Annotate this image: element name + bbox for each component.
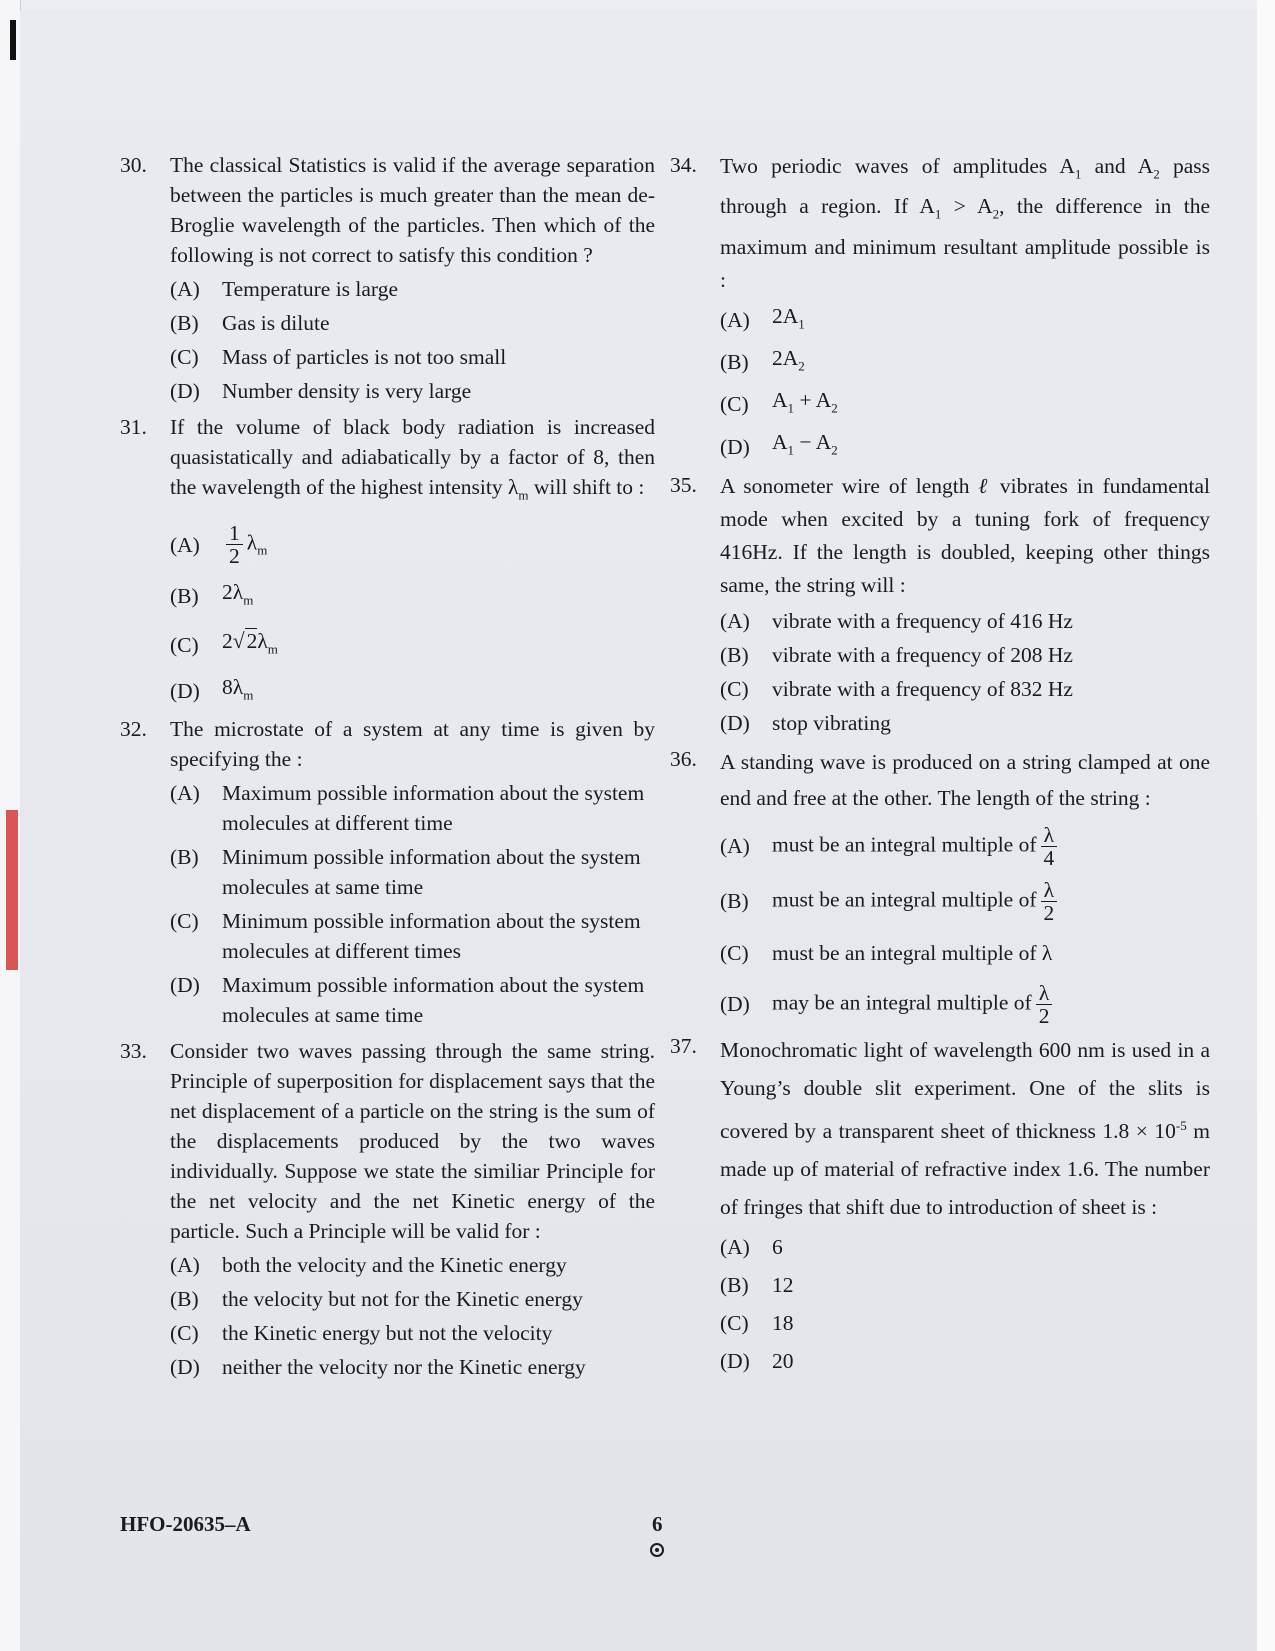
question-32 (120, 714, 655, 1030)
option-text: $A_1 + A_2$ (772, 388, 838, 416)
option-text: Mass of particles is not too small (222, 345, 507, 369)
registration-mark-icon (650, 1543, 664, 1557)
question-36 (670, 744, 1210, 1027)
option-a[interactable] (720, 1232, 1210, 1262)
option-text: stop vibrating (772, 710, 891, 735)
option-label: (A) (170, 781, 200, 806)
left-column (120, 150, 655, 1382)
option-b[interactable] (720, 879, 1210, 924)
fraction: $\frac{\lambda}{2}$ (1041, 879, 1058, 924)
option-text: the Kinetic energy but not the velocity (222, 1321, 553, 1346)
question-text: If the volume of black body radiation is increased quasistatically and adiabatically by a factor of 8, then the wavelength of the highest intensity $\lambda_m$ will shift to : (170, 415, 655, 503)
option-b[interactable] (720, 343, 1210, 381)
option-c[interactable] (720, 938, 1210, 968)
option-a[interactable] (720, 606, 1210, 636)
option-label: (D) (720, 710, 750, 735)
option-label: (A) (720, 1234, 750, 1259)
option-d[interactable] (720, 982, 1210, 1027)
option-label: (C) (170, 1321, 199, 1346)
option-label: (C) (170, 909, 199, 934)
option-text: vibrate with a frequency of 416 Hz (772, 608, 1073, 633)
right-column (670, 150, 1210, 1376)
option-text: 20 (772, 1348, 794, 1373)
option-text: both the velocity and the Kinetic energy (222, 1253, 567, 1278)
fraction: $\frac{1}{2}$ (226, 522, 243, 567)
page-number: 6 (652, 1512, 663, 1536)
option-c[interactable] (170, 1318, 655, 1348)
question-text: A standing wave is produced on a string clamped at one end and free at the other. The length of the string : (720, 749, 1210, 810)
option-text: $\frac{1}{2}$ $\lambda_m$ (222, 522, 655, 567)
question-text: Consider two waves passing through the same string. Principle of superposition for displacement says that the net displacement of a particle on the string is the sum of the displacements produced by the two waves individually. Suppose we state the similiar Principle for the net velocity and the net Kinetic energy of the particle. Such a Principle will be valid for : (170, 1039, 655, 1244)
option-label: (C) (170, 632, 199, 657)
option-c[interactable] (720, 385, 1210, 423)
question-number: 37. (670, 1033, 697, 1058)
option-text: Gas is dilute (222, 311, 330, 335)
option-text: 6 (772, 1234, 783, 1259)
option-label: (D) (170, 379, 200, 403)
option-label: (B) (170, 584, 199, 609)
fraction: $\frac{\lambda}{4}$ (1041, 824, 1058, 869)
sqrt-sign: √ (232, 628, 245, 653)
option-text: may be an integral multiple of $\frac{\lambda}{2}$ (772, 982, 1210, 1027)
option-label: (D) (720, 434, 750, 459)
option-text: $2A_2$ (772, 345, 805, 374)
option-text: vibrate with a frequency of 208 Hz (772, 642, 1073, 667)
option-text: Maximum possible information about the system molecules at different time (222, 781, 645, 836)
fraction: $\frac{\lambda}{2}$ (1036, 982, 1053, 1027)
option-a[interactable] (170, 522, 655, 567)
option-text: 12 (772, 1272, 794, 1297)
option-text: must be an integral multiple of $\frac{\lambda}{4}$ (772, 824, 1210, 869)
option-text: Number density is very large (222, 379, 472, 403)
page-right-edge (1257, 0, 1275, 1651)
option-d[interactable] (720, 1346, 1210, 1376)
option-text: $2√2\lambda_m$ (222, 628, 278, 656)
option-label: (D) (170, 679, 200, 704)
option-text: Temperature is large (222, 277, 398, 301)
option-label: (B) (170, 311, 199, 335)
question-30 (120, 150, 655, 406)
question-text: Two periodic waves of amplitudes $A_1$ and $A_2$ pass through a region. If $A_1 > A_2$, the difference in the maximum and minimum resultant amplitude possible is : (720, 154, 1210, 292)
question-31 (120, 412, 655, 710)
option-label: (C) (720, 1310, 749, 1335)
option-text: 18 (772, 1310, 794, 1335)
option-label: (B) (720, 889, 749, 914)
option-c[interactable] (720, 1308, 1210, 1338)
option-text: the velocity but not for the Kinetic energy (222, 1287, 583, 1312)
option-a[interactable] (720, 824, 1210, 869)
question-text: The microstate of a system at any time is given by specifying the : (170, 717, 655, 772)
option-d[interactable] (170, 672, 655, 710)
option-b[interactable] (170, 308, 655, 338)
option-a[interactable] (720, 301, 1210, 339)
option-text: Maximum possible information about the system molecules at same time (222, 973, 645, 1028)
question-35 (670, 470, 1210, 738)
question-33 (120, 1036, 655, 1382)
question-37 (670, 1031, 1210, 1376)
option-text: $2\lambda_m$ (222, 580, 254, 608)
option-label: (A) (720, 834, 750, 859)
option-label: (D) (720, 992, 750, 1017)
option-d[interactable] (720, 708, 1210, 738)
edge-red-tab (6, 810, 18, 970)
option-label: (B) (170, 845, 199, 870)
question-text: A sonometer wire of length ℓ vibrates in fundamental mode when excited by a tuning fork of frequency 416Hz. If the length is doubled, keeping other things same, the string will : (720, 473, 1210, 597)
option-label: (D) (170, 1355, 200, 1380)
paper-code: HFO-20635–A (120, 1512, 251, 1536)
option-c[interactable] (170, 342, 655, 372)
question-text: Monochromatic light of wavelength 600 nm is used in a Young’s double slit experiment. One of the slits is covered by a transparent sheet of thickness $1.8 \times 10^{-5}$ m made up of material of refractive index 1.6. The number of fringes that shift due to introduction of sheet is : (720, 1037, 1210, 1219)
option-label: (C) (720, 392, 749, 417)
option-a[interactable] (170, 274, 655, 304)
option-c[interactable] (170, 626, 655, 664)
option-b[interactable] (720, 1270, 1210, 1300)
option-d[interactable] (170, 376, 655, 406)
edge-mark (10, 20, 16, 60)
question-number: 33. (120, 1039, 147, 1064)
option-text: must be an integral multiple of $\frac{\lambda}{2}$ (772, 879, 1210, 924)
option-text: $2A_1$ (772, 303, 805, 331)
option-label: (B) (170, 1287, 199, 1312)
option-d[interactable] (720, 427, 1210, 465)
question-number: 36. (670, 746, 697, 771)
option-label: (C) (170, 345, 199, 369)
option-label: (D) (720, 1348, 750, 1373)
option-text: Minimum possible information about the system molecules at same time (222, 845, 641, 900)
option-text: Minimum possible information about the system molecules at different times (222, 909, 641, 964)
option-label: (C) (720, 940, 749, 965)
question-number: 31. (120, 415, 147, 439)
option-label: (B) (720, 350, 749, 375)
option-text: must be an integral multiple of λ (772, 940, 1053, 965)
option-label: (A) (170, 1253, 200, 1278)
option-label: (B) (720, 1272, 749, 1297)
option-d[interactable] (170, 1352, 655, 1382)
option-b[interactable] (170, 577, 655, 615)
option-d[interactable] (170, 970, 655, 1030)
option-c[interactable] (170, 906, 655, 966)
question-number: 30. (120, 153, 147, 177)
option-b[interactable] (720, 640, 1210, 670)
option-text: vibrate with a frequency of 832 Hz (772, 676, 1073, 701)
option-label: (D) (170, 973, 200, 998)
question-34 (670, 150, 1210, 466)
option-label: (A) (720, 608, 750, 633)
option-label: (B) (720, 642, 749, 667)
option-label: (C) (720, 676, 749, 701)
option-b[interactable] (170, 842, 655, 902)
option-label: (A) (170, 532, 200, 557)
question-number: 32. (120, 717, 147, 742)
option-label: (A) (170, 277, 200, 301)
option-text: $8\lambda_m$ (222, 674, 254, 703)
option-c[interactable] (720, 674, 1210, 704)
option-label: (A) (720, 307, 750, 332)
question-number: 35. (670, 472, 697, 497)
option-a[interactable] (170, 1250, 655, 1280)
option-a[interactable] (170, 778, 655, 838)
option-text: $A_1 - A_2$ (772, 430, 838, 458)
option-text: neither the velocity nor the Kinetic energy (222, 1355, 586, 1380)
question-number: 34. (670, 153, 697, 177)
option-b[interactable] (170, 1284, 655, 1314)
question-text: The classical Statistics is valid if the average separation between the particles is much greater than the mean de-Broglie wavelength of the particles. Then which of the following is not correct to satisfy this condition ? (170, 153, 655, 267)
